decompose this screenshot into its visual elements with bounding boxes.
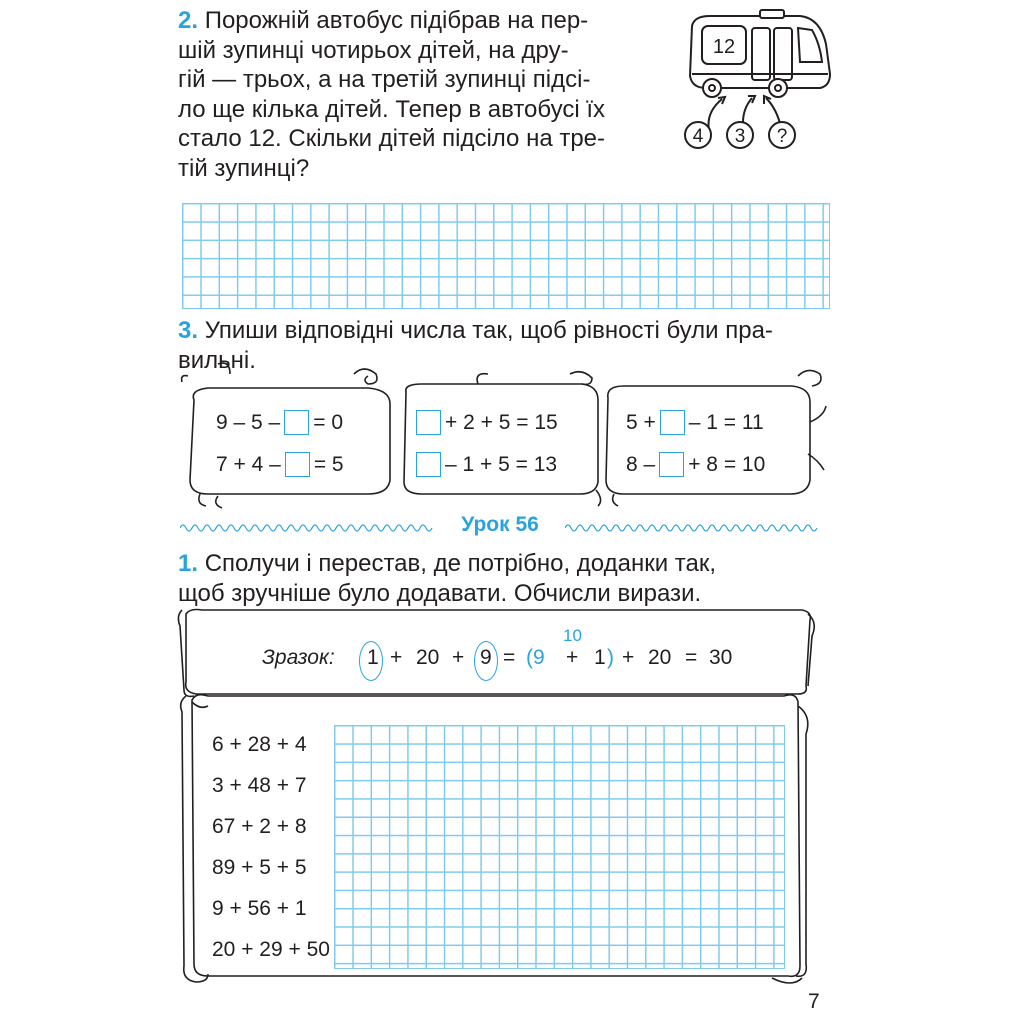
decorative-wave-right xyxy=(565,522,820,534)
lesson-header xyxy=(180,513,820,543)
sample-group-term: 1 xyxy=(594,646,606,669)
cloud-3-equation-2: 8 – + 8 = 10 xyxy=(626,452,766,476)
task-2-text xyxy=(178,6,605,183)
sample-circle-a xyxy=(359,641,383,681)
sample-circle-c xyxy=(474,641,498,681)
expression-1: 6 + 28 + 4 xyxy=(212,733,307,756)
equation-clouds xyxy=(178,362,838,512)
stop-1-count: 4 xyxy=(692,126,704,147)
expression-6: 20 + 29 + 50 xyxy=(212,938,330,961)
bus-illustration xyxy=(670,4,840,164)
expression-4: 89 + 5 + 5 xyxy=(212,856,307,879)
sample-equals-2: = xyxy=(685,646,698,669)
answer-box[interactable] xyxy=(659,452,684,477)
task-1-line-2: щоб зручніше було додавати. Обчисли вирази. xyxy=(178,579,702,607)
task-1-line-1: 1. Сполучи і перестав, де потрібно, доданки так, xyxy=(178,550,717,577)
task-2-line-6: тій зупинці? xyxy=(178,154,310,182)
sample-result: 30 xyxy=(709,646,733,669)
cloud-2-equation-1: + 2 + 5 = 15 xyxy=(412,410,558,435)
expression-5: 9 + 56 + 1 xyxy=(212,897,307,920)
expression-3: 67 + 2 + 8 xyxy=(212,815,307,838)
task-2-answer-grid[interactable] xyxy=(182,203,830,309)
page-number: 7 xyxy=(808,990,820,1013)
sample-group-close: ) xyxy=(607,646,614,669)
lesson-title: Урок 56 xyxy=(461,513,539,536)
sample-group-open: (9 xyxy=(526,646,545,669)
cloud-2-equation-2: – 1 + 5 = 13 xyxy=(412,452,557,477)
stop-2-count: 3 xyxy=(734,126,746,147)
task-2-line-4: ло ще кілька дітей. Тепер в автобусі їх xyxy=(178,95,606,123)
sample-plus-2: + xyxy=(452,646,465,669)
task-1-answer-grid[interactable] xyxy=(334,725,785,969)
sample-term-c: 9 xyxy=(480,646,492,669)
answer-box[interactable] xyxy=(285,452,310,477)
bus-number: 12 xyxy=(712,36,736,58)
sample-term-a: 1 xyxy=(367,646,379,669)
task-3-line-2: вильні. xyxy=(178,346,256,374)
answer-box[interactable] xyxy=(284,410,309,435)
sample-label: Зразок: xyxy=(262,646,335,669)
answer-box[interactable] xyxy=(416,410,441,435)
sample-plus-1: + xyxy=(390,646,403,669)
sample-row xyxy=(262,646,335,670)
expression-2: 3 + 48 + 7 xyxy=(212,774,307,797)
sample-term-d: 20 xyxy=(648,646,672,669)
answer-box[interactable] xyxy=(416,452,441,477)
sample-term-b: 20 xyxy=(416,646,440,669)
task-3-number: 3. xyxy=(178,317,199,344)
answer-box[interactable] xyxy=(660,410,685,435)
task-2-line-2: шій зупинці чотирьох дітей, на дру- xyxy=(178,36,569,64)
cloud-1-equation-1: 9 – 5 – = 0 xyxy=(216,410,344,434)
sample-equals: = xyxy=(503,646,516,669)
sample-plus-3: + xyxy=(566,646,579,669)
task-2-line-3: гій — трьох, а на третій зупинці підсі- xyxy=(178,66,591,93)
task-3-line-1: 3. Упиши відповідні числа так, щоб рівності були пра- xyxy=(178,317,773,344)
stop-3-count: ? xyxy=(776,126,788,147)
task-1-number: 1. xyxy=(178,550,199,577)
cloud-3-equation-1: 5 + – 1 = 11 xyxy=(626,410,764,434)
task-1-text xyxy=(178,549,716,608)
task-2-line-1: 2. Порожній автобус підібрав на пер- xyxy=(178,7,589,34)
sample-sum-note: 10 xyxy=(563,626,582,645)
task-2-number: 2. xyxy=(178,7,199,34)
task-2-line-5: стало 12. Скільки дітей підсіло на тре- xyxy=(178,125,606,152)
sample-plus-4: + xyxy=(622,646,635,669)
cloud-1-equation-2: 7 + 4 – = 5 xyxy=(216,452,344,476)
